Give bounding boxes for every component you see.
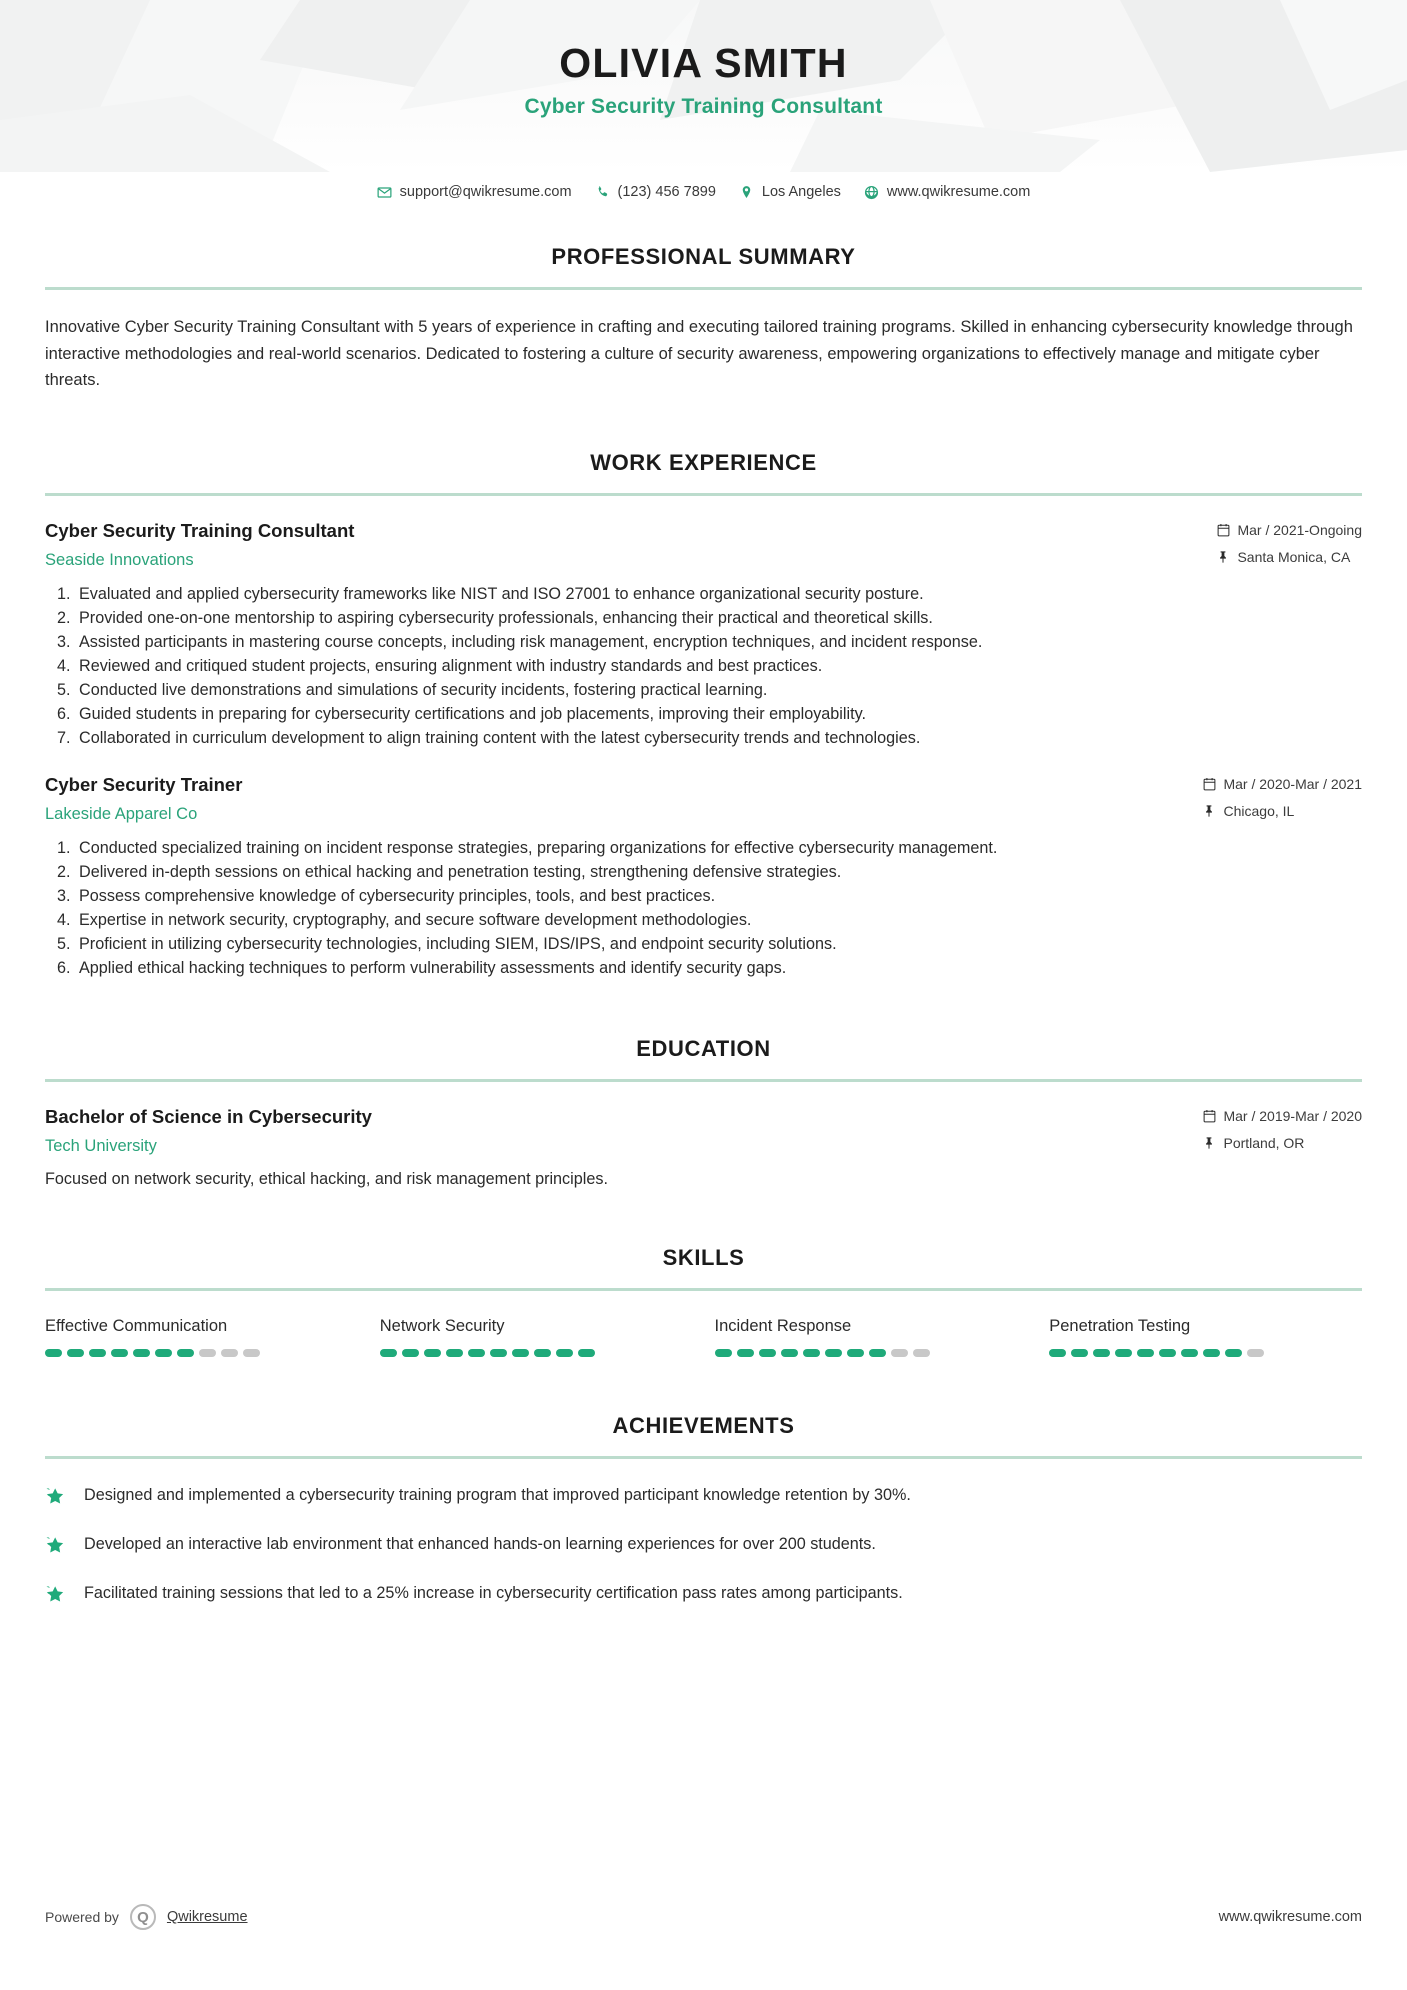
map-pin-icon — [1217, 550, 1230, 564]
star-icon — [45, 1534, 67, 1558]
summary-text: Innovative Cyber Security Training Consultant with 5 years of experience in crafting and executing tailored training programs. Skilled in enhancing cybersecurity knowledge through interactive methodologies and real-world scenarios. Dedicated to fostering a culture of security awareness, empowering organizations to effectively manage and mitigate cyber threats. — [45, 318, 1353, 390]
achievement-text: Developed an interactive lab environment that enhanced hands-on learning experiences for over 200 students. — [84, 1535, 876, 1554]
entry-dates-text: Mar / 2020-Mar / 2021 — [1223, 776, 1362, 793]
skill-level-segment — [1093, 1349, 1110, 1357]
location-pin-icon — [739, 185, 754, 200]
skill-level-segment — [556, 1349, 573, 1357]
list-item: 3. Assisted participants in mastering course concepts, including risk management, encryption techniques, and incident response. — [75, 631, 1362, 654]
job-role-subtitle: Cyber Security Training Consultant — [524, 95, 883, 119]
section-title-achievements: ACHIEVEMENTS — [612, 1413, 795, 1439]
skill-level-segment — [468, 1349, 485, 1357]
list-item: 1. Conducted specialized training on incident response strategies, preparing organizations for effective cybersecurity management. — [75, 837, 1362, 860]
contact-item-website[interactable] — [857, 184, 1037, 200]
list-item: 5. Proficient in utilizing cybersecurity technologies, including SIEM, IDS/IPS, and endpoint security solutions. — [75, 933, 1362, 956]
skill-level-segment — [1181, 1349, 1198, 1357]
entry-organization: Lakeside Apparel Co — [45, 805, 198, 824]
skill-item — [45, 1317, 358, 1357]
skill-level-segment — [199, 1349, 216, 1357]
section-divider — [45, 1079, 1362, 1082]
skill-level-segment — [1115, 1349, 1132, 1357]
skill-level-segment — [913, 1349, 930, 1357]
skill-level-segment — [534, 1349, 551, 1357]
skill-level-segment — [1071, 1349, 1088, 1357]
achievement-item — [45, 1534, 1362, 1558]
entry-location-text: Portland, OR — [1223, 1135, 1305, 1152]
page-title: OLIVIA SMITH — [559, 40, 848, 86]
entry-location — [1217, 549, 1362, 565]
entry-title: Cyber Security Trainer — [45, 774, 243, 796]
contact-item-phone[interactable] — [588, 184, 723, 200]
skill-level-segment — [759, 1349, 776, 1357]
skill-name: Effective Communication — [45, 1317, 228, 1336]
calendar-icon — [1203, 1109, 1216, 1123]
skill-level-segment — [446, 1349, 463, 1357]
entry-meta-group — [1203, 776, 1362, 819]
skill-level-segment — [1247, 1349, 1264, 1357]
page-footer — [45, 1904, 1362, 1930]
entry-organization: Tech University — [45, 1137, 157, 1156]
entry-header-row — [45, 774, 1362, 824]
skill-level-segment — [1225, 1349, 1242, 1357]
skill-level-segment — [891, 1349, 908, 1357]
section-professional-summary — [45, 244, 1362, 394]
skill-level-meter — [380, 1349, 693, 1357]
skill-level-segment — [512, 1349, 529, 1357]
contact-email-text: support@qwikresume.com — [399, 184, 572, 200]
skills-grid — [45, 1317, 1362, 1357]
skill-level-segment — [578, 1349, 595, 1357]
skill-level-segment — [1203, 1349, 1220, 1357]
skill-level-segment — [869, 1349, 886, 1357]
skill-level-segment — [781, 1349, 798, 1357]
skill-level-segment — [490, 1349, 507, 1357]
education-entry-list — [45, 1106, 1362, 1189]
achievement-item — [45, 1485, 1362, 1509]
list-item: 2. Provided one-on-one mentorship to aspiring cybersecurity professionals, enhancing their practical and theoretical skills. — [75, 607, 1362, 630]
entry-dates — [1203, 776, 1362, 792]
skill-level-segment — [847, 1349, 864, 1357]
section-divider — [45, 493, 1362, 496]
skill-item — [1049, 1317, 1362, 1357]
skill-level-meter — [715, 1349, 1028, 1357]
education-entry — [45, 1106, 1362, 1189]
work-entry — [45, 520, 1362, 750]
skill-level-meter — [1049, 1349, 1362, 1357]
section-divider — [45, 1288, 1362, 1291]
entry-bullet-list — [45, 583, 1362, 750]
skill-level-segment — [380, 1349, 397, 1357]
list-item: 2. Delivered in-depth sessions on ethical hacking and penetration testing, strengthening defensive strategies. — [75, 861, 1362, 884]
entry-header-row — [45, 1106, 1362, 1156]
contact-bar — [0, 184, 1407, 200]
entry-location-text: Chicago, IL — [1223, 803, 1295, 820]
entry-location-text: Santa Monica, CA — [1237, 549, 1351, 566]
list-item: 4. Reviewed and critiqued student projects, ensuring alignment with industry standards and best practices. — [75, 655, 1362, 678]
skill-name: Penetration Testing — [1049, 1317, 1191, 1336]
footer-brand-group — [45, 1904, 248, 1930]
contact-item-email[interactable] — [370, 184, 579, 200]
skill-level-segment — [221, 1349, 238, 1357]
achievement-list — [45, 1485, 1362, 1607]
email-icon — [377, 185, 392, 200]
star-icon — [45, 1485, 67, 1509]
skill-level-segment — [715, 1349, 732, 1357]
contact-phone-text: (123) 456 7899 — [617, 184, 716, 200]
section-divider — [45, 287, 1362, 290]
skill-name: Network Security — [379, 1317, 505, 1336]
list-item: 7. Collaborated in curriculum development to align training content with the latest cybersecurity trends and technologies. — [75, 727, 1362, 750]
section-education — [45, 1036, 1362, 1189]
contact-website-text: www.qwikresume.com — [886, 184, 1031, 200]
section-skills — [45, 1245, 1362, 1357]
list-item: 5. Conducted live demonstrations and simulations of security incidents, fostering practical learning. — [75, 679, 1362, 702]
entry-dates — [1217, 522, 1362, 538]
contact-item-location — [732, 184, 848, 200]
skill-level-segment — [89, 1349, 106, 1357]
entry-dates-text: Mar / 2019-Mar / 2020 — [1223, 1108, 1362, 1125]
calendar-icon — [1217, 523, 1230, 537]
qwikresume-logo-icon: Q — [130, 1904, 156, 1930]
entry-meta-group — [1203, 1108, 1362, 1151]
skill-level-segment — [1159, 1349, 1176, 1357]
resume-header — [0, 0, 1407, 172]
entry-dates-text: Mar / 2021-Ongoing — [1237, 522, 1362, 539]
globe-icon — [864, 185, 879, 200]
phone-icon — [595, 185, 610, 200]
section-title-education: EDUCATION — [636, 1036, 771, 1062]
star-icon — [45, 1583, 67, 1607]
work-entry-list — [45, 520, 1362, 980]
entry-location — [1203, 1135, 1362, 1151]
contact-location-text: Los Angeles — [761, 184, 841, 200]
skill-level-segment — [111, 1349, 128, 1357]
entry-meta-group — [1217, 522, 1362, 565]
entry-organization: Seaside Innovations — [45, 551, 194, 570]
achievement-text: Facilitated training sessions that led to a 25% increase in cybersecurity certification pass rates among participants. — [84, 1584, 903, 1603]
skill-level-segment — [737, 1349, 754, 1357]
entry-bullet-list — [45, 837, 1362, 980]
work-entry — [45, 774, 1362, 980]
section-title-skills: SKILLS — [662, 1245, 745, 1271]
skill-level-segment — [133, 1349, 150, 1357]
skill-level-segment — [1137, 1349, 1154, 1357]
entry-title: Bachelor of Science in Cybersecurity — [45, 1106, 372, 1128]
skill-level-segment — [155, 1349, 172, 1357]
achievement-item — [45, 1583, 1362, 1607]
entry-title: Cyber Security Training Consultant — [45, 520, 355, 542]
section-divider — [45, 1456, 1362, 1459]
skill-item — [715, 1317, 1028, 1357]
list-item: 1. Evaluated and applied cybersecurity frameworks like NIST and ISO 27001 to enhance organizational security posture. — [75, 583, 1362, 606]
map-pin-icon — [1203, 804, 1216, 818]
list-item: 6. Applied ethical hacking techniques to perform vulnerability assessments and identify security gaps. — [75, 957, 1362, 980]
list-item: 3. Possess comprehensive knowledge of cybersecurity principles, tools, and best practices. — [75, 885, 1362, 908]
list-item: 6. Guided students in preparing for cybersecurity certifications and job placements, improving their employability. — [75, 703, 1362, 726]
calendar-icon — [1203, 777, 1216, 791]
skill-item — [380, 1317, 693, 1357]
list-item: 4. Expertise in network security, cryptography, and secure software development methodologies. — [75, 909, 1362, 932]
section-title-summary: PROFESSIONAL SUMMARY — [551, 244, 856, 269]
achievement-text: Designed and implemented a cybersecurity training program that improved participant knowledge retention by 30%. — [84, 1486, 911, 1505]
entry-description: Focused on network security, ethical hacking, and risk management principles. — [45, 1170, 608, 1189]
skill-name: Incident Response — [714, 1317, 852, 1336]
entry-header-row — [45, 520, 1362, 570]
entry-dates — [1203, 1108, 1362, 1124]
skill-level-segment — [67, 1349, 84, 1357]
footer-website-text: www.qwikresume.com — [1218, 1909, 1362, 1925]
footer-powered-by-label: Powered by — [45, 1909, 119, 1925]
skill-level-segment — [177, 1349, 194, 1357]
skill-level-meter — [45, 1349, 358, 1357]
skill-level-segment — [243, 1349, 260, 1357]
skill-level-segment — [803, 1349, 820, 1357]
skill-level-segment — [402, 1349, 419, 1357]
skill-level-segment — [45, 1349, 62, 1357]
skill-level-segment — [825, 1349, 842, 1357]
skill-level-segment — [1049, 1349, 1066, 1357]
section-work-experience — [45, 450, 1362, 980]
entry-location — [1203, 803, 1362, 819]
footer-brand-link[interactable]: Qwikresume — [166, 1909, 248, 1925]
map-pin-icon — [1203, 1136, 1216, 1150]
skill-level-segment — [424, 1349, 441, 1357]
section-title-work: WORK EXPERIENCE — [590, 450, 817, 476]
section-achievements — [45, 1413, 1362, 1607]
